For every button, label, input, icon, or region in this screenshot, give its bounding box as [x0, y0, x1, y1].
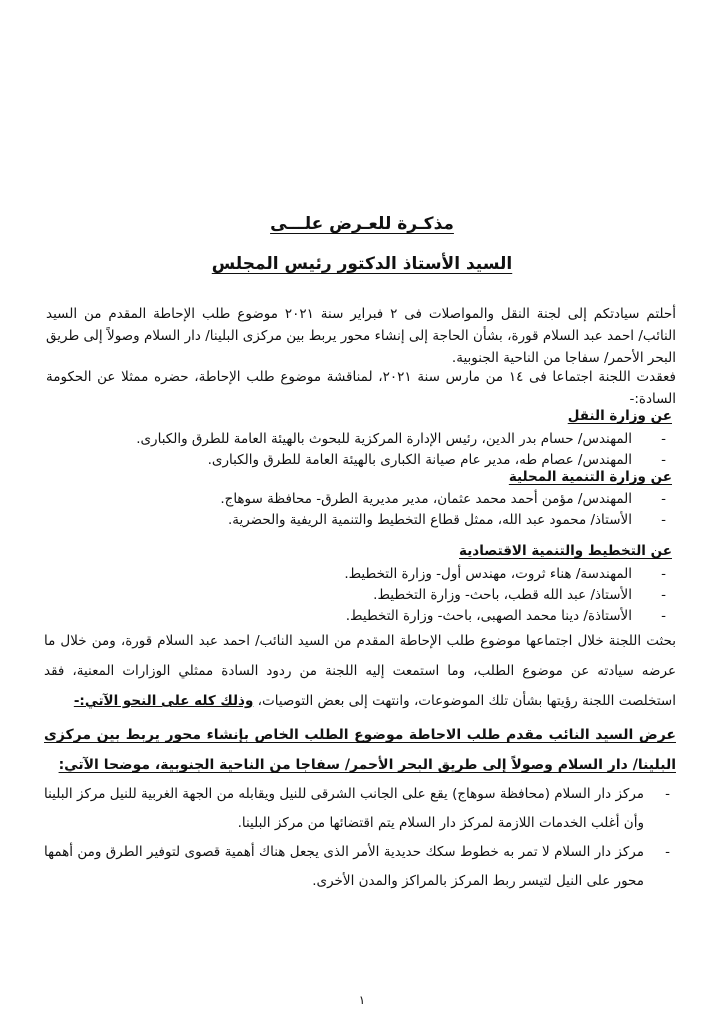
local-development-attendees-list — [60, 489, 666, 531]
transport-attendees-list — [60, 429, 666, 471]
proposal-heading: عرض السيد النائب مقدم طلب الاحاطة موضوع الطلب الخاص بإنشاء محور يربط بين مركزى البلينا/ دار السلام وصولاً إلى طريق البحر الأحمر/ سفاجا من الناحية الجنوبية، موضحا الآتي: — [44, 727, 676, 773]
list-item: - مركز دار السلام (محافظة سوهاج) يقع على الجانب الشرقى للنيل ويقابله من الجهة الغربية للنيل مركز البلينا وأن أغلب الخدمات اللازمة لمركز دار السلام يتم اقتضائها من مركز البلينا. — [44, 780, 670, 838]
list-item: - مركز دار السلام لا تمر به خطوط سكك حديدية الأمر الذى يجعل هناك أهمية قصوى لتوفير الطرق ومن أهمها محور على النيل لتيسر ربط المركز بالمراكز والمدن الأخرى. — [44, 838, 670, 896]
meeting-paragraph: فعقدت اللجنة اجتماعا فى ١٤ من مارس سنة ٢٠٢١، لمناقشة موضوع طلب الإحاطة، حضره ممثلا عن الحكومة السادة:- — [46, 369, 676, 407]
section-heading-transport: عن وزارة النقل — [567, 408, 672, 424]
memo-title: مذكـرة للعـرض علـــى — [270, 214, 454, 234]
memo-recipient: السيد الأستاذ الدكتور رئيس المجلس — [211, 254, 513, 274]
list-item: - المهندس/ حسام بدر الدين، رئيس الإدارة المركزية للبحوث بالهيئة العامة للطرق والكبارى. — [60, 429, 666, 450]
discussion-emphasis: وذلك كله على النحو الآتي:- — [73, 693, 254, 709]
section-heading-local-development: عن وزارة التنمية المحلية — [508, 469, 672, 485]
list-item: - الأستاذ/ عبد الله قطب، باحث- وزارة التخطيط. — [60, 585, 666, 606]
intro-paragraph: أحلتم سيادتكم إلى لجنة النقل والمواصلات فى ٢ فبراير سنة ٢٠٢١ موضوع طلب الإحاطة المقدم من السيد النائب/ احمد عبد السلام قورة، بشأن الحاجة إلى إنشاء محور يربط بين مركزى البلينا/ دار السلام وصولاً إلى طريق البحر الأحمر/ سفاجا من الناحية الجنوبية. — [46, 306, 677, 366]
list-item: - الأستاذة/ دينا محمد الصهبى، باحث- وزارة التخطيط. — [60, 606, 666, 627]
discussion-text: بحثت اللجنة خلال اجتماعها موضوع طلب الإحاطة المقدم من السيد النائب/ احمد عبد السلام قورة، ومن خلال ما عرضه سيادته عن موضوع الطلب، وما استمعت إليه اللجنة من ردود السادة ممثلي الوزارات المعنية، فقد استخلصت اللجنة رؤيتها بشأن تلك الموضوعات، وانتهت إلى بعض التوصيات، — [44, 633, 676, 709]
page-number: ١ — [358, 993, 366, 1007]
list-item: - المهندس/ مؤمن أحمد محمد عثمان، مدير مديرية الطرق- محافظة سوهاج. — [60, 489, 666, 510]
list-item: - المهندسة/ هناء ثروت، مهندس أول- وزارة التخطيط. — [60, 564, 666, 585]
section-heading-planning: عن التخطيط والتنمية الاقتصادية — [459, 543, 672, 559]
proposal-points-list — [44, 780, 670, 896]
list-item: - الأستاذ/ محمود عبد الله، ممثل قطاع التخطيط والتنمية الريفية والحضرية. — [60, 510, 666, 531]
list-item: - المهندس/ عصام طه، مدير عام صيانة الكبارى بالهيئة العامة للطرق والكبارى. — [60, 450, 666, 471]
discussion-paragraph — [44, 626, 676, 716]
planning-attendees-list — [60, 564, 666, 627]
